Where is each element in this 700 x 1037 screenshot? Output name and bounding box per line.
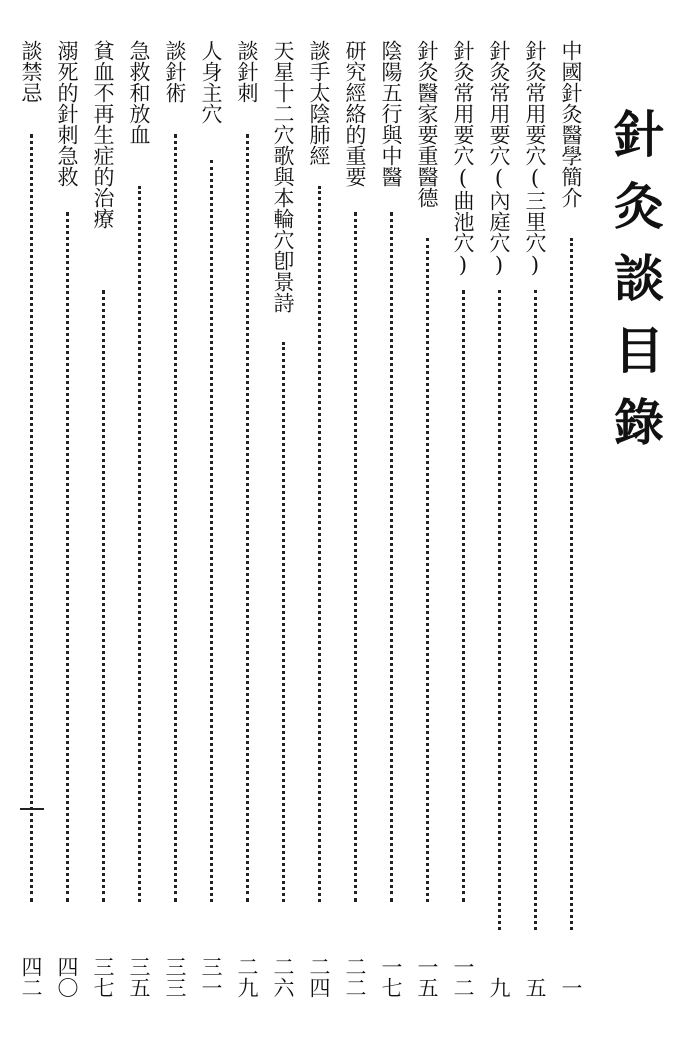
- page-folio-mark: [20, 808, 44, 810]
- toc-leader-dots: [390, 212, 393, 902]
- toc-entry-title: 人身主穴: [199, 40, 223, 124]
- toc-entry-16[interactable]: [14, 40, 48, 1000]
- toc-entry-5[interactable]: [410, 40, 444, 1000]
- toc-entry-15[interactable]: [50, 40, 84, 1000]
- toc-entry-11[interactable]: [194, 40, 228, 1000]
- toc-entry-page: 一二: [451, 956, 475, 998]
- toc-entry-title: 談手太陰肺經: [307, 40, 331, 166]
- toc-entry-title: 急救和放血: [127, 40, 151, 145]
- toc-entry-1[interactable]: [554, 40, 588, 1000]
- toc-leader-dots: [174, 134, 177, 902]
- page-title: 針灸談目錄: [606, 108, 665, 468]
- toc-entry-title: 研究經絡的重要: [343, 40, 367, 187]
- toc-entry-14[interactable]: [86, 40, 120, 1000]
- toc-entry-7[interactable]: [338, 40, 372, 1000]
- toc-entry-page: 四〇: [55, 956, 79, 998]
- toc-entry-page: 二九: [235, 956, 259, 998]
- toc-entry-13[interactable]: [122, 40, 156, 1000]
- toc-leader-dots: [66, 212, 69, 902]
- toc-leader-dots: [282, 342, 285, 902]
- table-of-contents: [19, 40, 590, 1000]
- toc-entry-4[interactable]: [446, 40, 480, 1000]
- toc-entry-page: 三七: [91, 956, 115, 998]
- toc-entry-6[interactable]: [374, 40, 408, 1000]
- toc-leader-dots: [498, 290, 501, 930]
- toc-leader-dots: [246, 134, 249, 902]
- toc-entry-title: 陰陽五行與中醫: [379, 40, 403, 187]
- toc-entry-10[interactable]: [230, 40, 264, 1000]
- toc-entry-page: 九: [487, 977, 511, 998]
- toc-entry-page: 四二: [19, 956, 43, 998]
- toc-entry-title: 針灸常用要穴(內庭穴): [487, 40, 511, 277]
- toc-entry-9[interactable]: [266, 40, 300, 1000]
- toc-leader-dots: [354, 212, 357, 902]
- toc-entry-page: 一: [559, 977, 583, 998]
- toc-leader-dots: [534, 290, 537, 930]
- toc-leader-dots: [318, 186, 321, 902]
- toc-entry-page: 三五: [127, 956, 151, 998]
- toc-leader-dots: [138, 186, 141, 902]
- toc-entry-title: 談針術: [163, 40, 187, 103]
- toc-entry-title: 談針刺: [235, 40, 259, 103]
- toc-entry-3[interactable]: [482, 40, 516, 1000]
- toc-entry-title: 天星十二穴歌與本輪穴卽景詩: [271, 40, 295, 313]
- toc-entry-title: 談禁忌: [19, 40, 43, 103]
- toc-entry-title: 溺死的針刺急救: [55, 40, 79, 187]
- toc-entry-page: 二二: [343, 956, 367, 998]
- toc-leader-dots: [462, 290, 465, 902]
- toc-leader-dots: [30, 134, 33, 902]
- toc-entry-page: 三三: [163, 956, 187, 998]
- toc-entry-8[interactable]: [302, 40, 336, 1000]
- toc-entry-page: 三一: [199, 956, 223, 998]
- toc-entry-12[interactable]: [158, 40, 192, 1000]
- toc-leader-dots: [570, 238, 573, 930]
- toc-entry-title: 貧血不再生症的治療: [91, 40, 115, 229]
- toc-entry-title: 中國針灸醫學簡介: [559, 40, 583, 208]
- toc-entry-page: 二四: [307, 956, 331, 998]
- toc-entry-page: 一五: [415, 956, 439, 998]
- toc-entry-title: 針灸常用要穴(曲池穴): [451, 40, 475, 277]
- toc-leader-dots: [426, 238, 429, 902]
- toc-entry-page: 一七: [379, 956, 403, 998]
- toc-entry-title: 針灸常用要穴(三里穴): [523, 40, 547, 277]
- toc-entry-title: 針灸醫家要重醫德: [415, 40, 439, 208]
- toc-leader-dots: [102, 290, 105, 902]
- toc-entry-page: 五: [523, 977, 547, 998]
- toc-entry-page: 二六: [271, 956, 295, 998]
- toc-entry-2[interactable]: [518, 40, 552, 1000]
- toc-leader-dots: [210, 160, 213, 902]
